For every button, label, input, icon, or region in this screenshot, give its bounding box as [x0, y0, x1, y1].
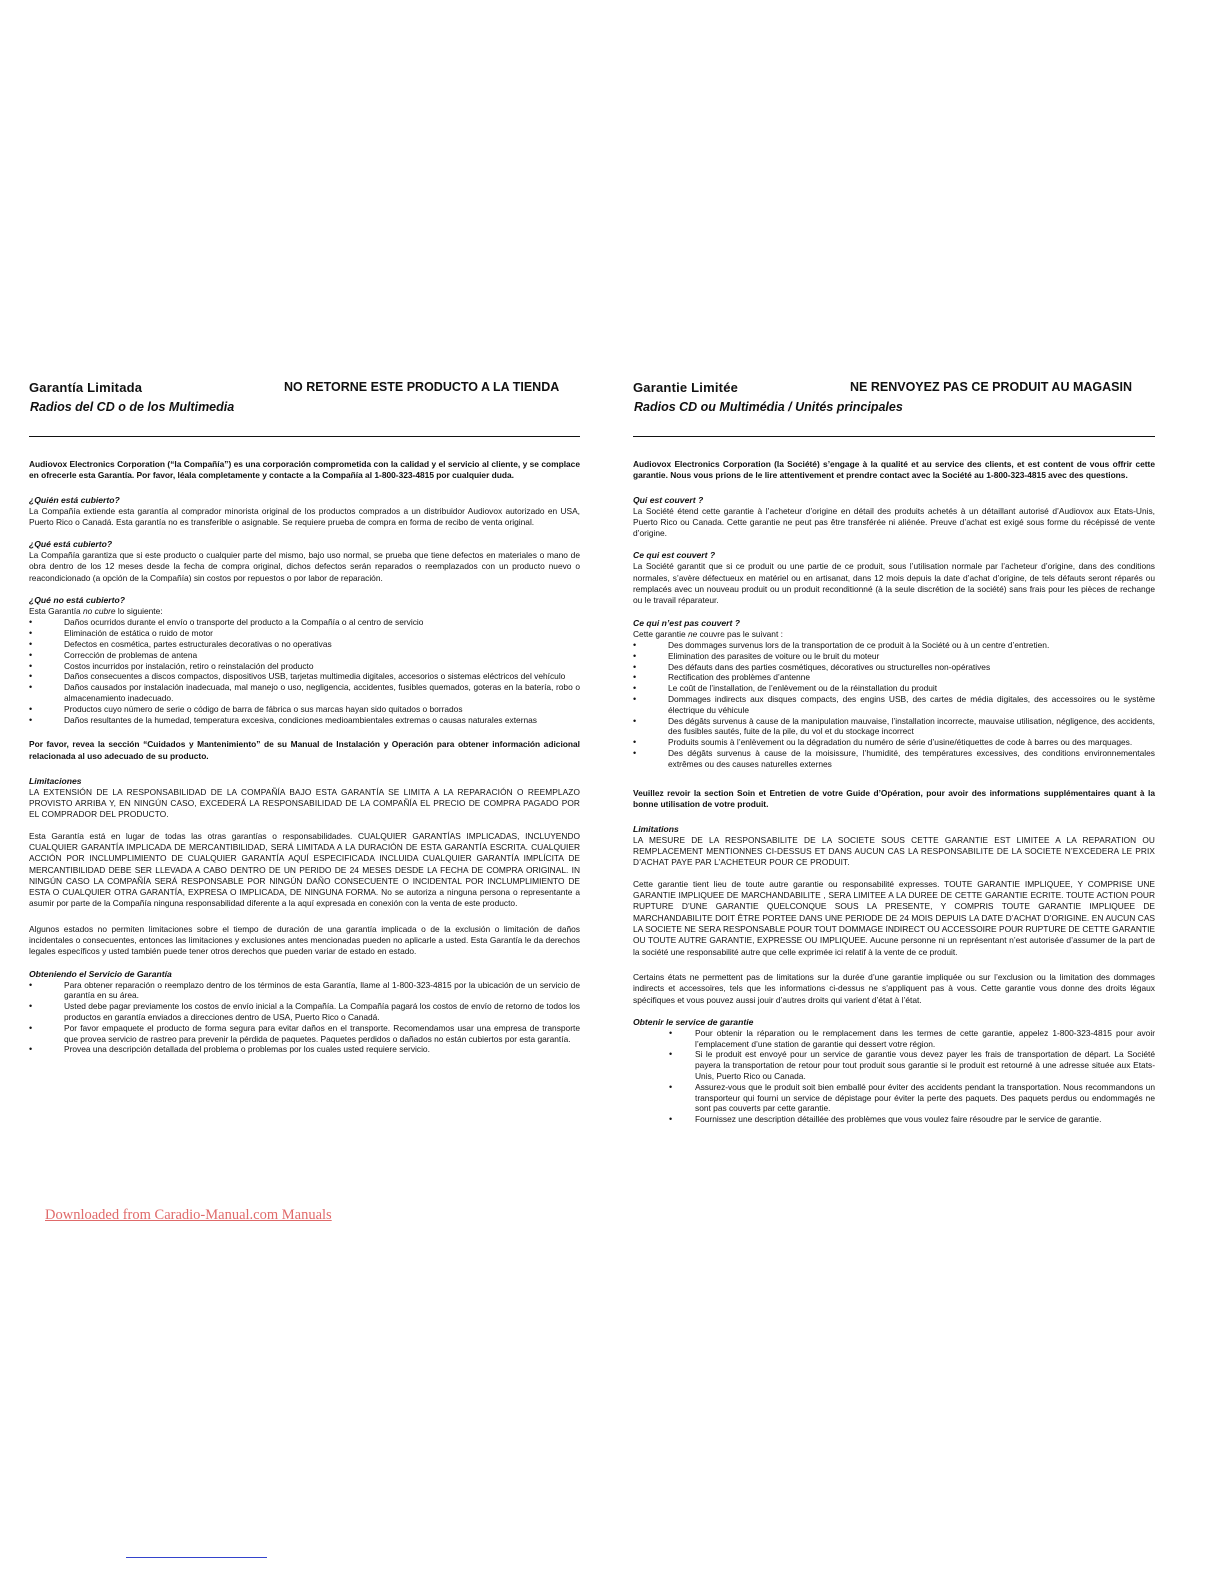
- section-heading: Obtenir le service de garantie: [633, 1016, 754, 1027]
- section-not-covered: [29, 595, 580, 725]
- list-item: • Para obtener reparación o reemplazo dentro de los términos de esta Garantía, llame al 1-800-323-4815 por la ubicación de un servicio de garantía en su área.: [29, 980, 580, 1002]
- list-item: • Corrección de problemas de antena: [29, 650, 580, 661]
- list-item: • Produits soumis à l’enlèvement ou la dégradation du numéro de série d’usine/étiquettes de code à barres ou des marquages.: [633, 737, 1155, 748]
- not-covered-list: [633, 640, 1155, 770]
- care-note: Por favor, revea la sección “Cuidados y Mantenimiento” de su Manual de Instalación y Operación para obtener información adicional relacionada al uso adecuado de su producto.: [29, 739, 580, 761]
- list-item: • Si le produit est envoyé pour un service de garantie vous devez payer les frais de transportation de départ. La Société payera la transportation de retour pour tout produit sous garantie si le produit est retourné à une adresse située aux Etats-Unis, Puerto Rico ou Canada.: [633, 1049, 1155, 1081]
- section-heading: ¿Qué no está cubierto?: [29, 595, 125, 606]
- header-divider: [29, 436, 580, 437]
- section-who-covered: [29, 495, 580, 529]
- section-heading: ¿Qué está cubierto?: [29, 539, 113, 550]
- service-list: [633, 1028, 1155, 1125]
- list-item: • Defectos en cosmética, partes estructurales decorativas o no operativas: [29, 639, 580, 650]
- list-item: • Eliminación de estática o ruido de motor: [29, 628, 580, 639]
- list-item: • Des dégâts survenus à cause de la manipulation mauvaise, l’installation incorrecte, mauvaise utilisation, négligence, des accidents, des fusibles sautés, fuite de la pile, du vol et du stockage incorrect: [633, 716, 1155, 738]
- lead-part: lo siguiente:: [115, 606, 163, 617]
- list-item: • Pour obtenir la réparation ou le remplacement dans les termes de cette garantie, appelez 1-800-323-4815 pour avoir l’emplacement d’une station de garantie qui dessert votre région.: [633, 1028, 1155, 1050]
- section-what-covered: [29, 539, 580, 584]
- list-item: • Daños causados por instalación inadecuada, mal manejo o uso, negligencia, accidentes, fusibles quemados, goteras en la batería, robo o almacenamiento inadecuado.: [29, 682, 580, 704]
- return-notice: NE RENVOYEZ PAS CE PRODUIT AU MAGASIN: [850, 380, 1132, 394]
- lead-part: couvre pas le suivant :: [697, 628, 783, 639]
- list-item: • Daños resultantes de la humedad, temperatura excesiva, condiciones medioambientales extremas o causas naturales externas: [29, 715, 580, 726]
- exclusive-warranty-block: [633, 879, 1155, 958]
- state-rights-text: Algunos estados no permiten limitaciones sobre el tiempo de duración de una garantía implicada o de la exclusión o limitación de daños incidentales o consecuentes, entonces las limitaciones y exclusiones antes mencionadas pueden no aplicarle a usted. Esta Garantía le da derechos legales específicos y usted también puede tener otros derechos que pueden variar de estado en estado.: [29, 923, 580, 957]
- lead-emphasis: ne: [687, 628, 698, 639]
- lead-part: Esta Garantía: [29, 606, 83, 617]
- section-lead: [29, 606, 580, 617]
- section-text: La Société garantit que si ce produit ou une partie de ce produit, sous l’utilisation normale par l’acheteur d’origine, dans des conditions normales, s’avère défectueux en matériel ou en artisanat, dans 12 mois depuis la date d’achat d’origine, de tels défauts seront réparés ou remplacés avec un nouveau produit ou un produit reconditionné (à la seule discrétion de la société) sans frais pour les pièces de rechange ou le travail réparateur.: [633, 561, 1155, 606]
- section-what-covered: [633, 550, 1155, 606]
- lead-emphasis: no cubre: [83, 606, 116, 617]
- section-obtaining-service: [633, 1017, 1155, 1125]
- list-item: • Daños ocurridos durante el envío o transporte del producto a la Compañía o al centro de servicio: [29, 617, 580, 628]
- list-item: • Le coût de l’installation, de l’enlèvement ou de la réinstallation du produit: [633, 683, 1155, 694]
- section-heading: Limitaciones: [29, 775, 82, 786]
- care-note: Veuillez revoir la section Soin et Entretien de votre Guide d’Opération, pour avoir des informations supplémentaires quant à la bonne utilisation de votre produit.: [633, 787, 1155, 809]
- section-text: LA MESURE DE LA RESPONSABILITE DE LA SOCIETE SOUS CETTE GARANTIE EST LIMITEE A LA REPARATION OU REMPLACEMENT MENTIONNES CI-DESSUS ET DANS AUCUN CAS LA RESPONSABILITE DE LA SOCIETE N’EXCEDERA LE PRIX D’ACHAT PAYE PAR L’ACHETEUR POUR CE PRODUIT.: [633, 835, 1155, 867]
- exclusive-text: Esta Garantía está en lugar de todas las otras garantías o responsabilidades. CUALQUIER GARANTÍAS IMPLICADAS, INCLUYENDO CUALQUIER GARANTÍA IMPLICADA DE MERCANTIBILIDAD, SERÁ LIMITADA A LA DURACIÓN DE ESTA GARANTÍA ESCRITA. CUALQUIER ACCIÓN POR INCLUMPLIMIENTO DE CUALQUIER GARANTÍA AQUÍ ESPECIFICADA INCLUIDA CUALQUIER GARANTÍA IMPLÍCITA DE MERCANTIBILIDAD DEBE SER LLEVADA A CABO DENTRO DE UN PERIDO DE 24 MESES DESDE LA FECHA DE COMPRA ORIGINAL. IN NINGÚN CASO LA COMPAÑÍA SERÁ RESPONSABLE POR NINGÚN DAÑO CONSECUENTE O INCIDENTAL POR INCLUMPLIMIENTO DE ESTA O CUALQUIER OTRA GARANTÍA, EXPRESA O IMPLICADA, DE NINGUNA FORMA. No se autoriza a ninguna persona o representante a asumir por parte de la Compañía ninguna responsabilidad diferente a la aquí expresada en conexión con la venta de este producto.: [29, 830, 580, 909]
- lead-part: Cette garantie: [633, 628, 688, 639]
- exclusive-text: Cette garantie tient lieu de toute autre garantie ou responsabilité expresses. TOUTE GARANTIE IMPLIQUEE, Y COMPRISE UNE GARANTIE IMPLIQUEE DE MARCHANDABILITE , SERA LIMITEE A LA DUREE DE CETTE GARANTIE ECRITE. TOUTE ACTION POUR RUPTURE D’UNE GARANTIE QUELCONQUE SOUS LA PRESENTE, Y COMPRIS TOUTE GARANTIE IMPLIQUEE DE MARCHANDABILITE DOIT ÊTRE PORTEE DANS UNE PERIODE DE 24 MOIS DEPUIS LA DATE D’ACHAT D’ORIGINE. EN AUCUN CAS LA SOCIETE NE SERA RESPONSABLE POUR TOUT DOMMAGE INDIRECT OU ACCESSOIRE POUR RUPTURE DE CETTE GARANTIE OU TOUTE AUTRE GARANTIE, EXPRESSE OU IMPLIQUEE. Aucune personne ni un représentant n’est autorisée d’assumer de la part de la société une responsabilité autre que celle exprimée ici relatif à la vente de ce produit.: [633, 878, 1155, 957]
- download-source-link[interactable]: Downloaded from Caradio-Manual.com Manuals: [45, 1207, 332, 1223]
- header-divider: [633, 436, 1155, 437]
- list-item: • Dommages indirects aux disques compacts, des engins USB, des cartes de média digitales, des accessoires ou le système électrique du véhicule: [633, 694, 1155, 716]
- state-rights-text: Certains états ne permettent pas de limitations sur la durée d’une garantie impliquée ou sur l’exclusion ou la limitation des dommages indirects et accessoires, tels que les informations ci-dessus ne s’appliquent pas à vous. Cette garantie vous donne des droits légaux spécifiques et vous pouvez aussi jouir d’autres droits qui varient d’état à l’état.: [633, 971, 1155, 1005]
- list-item: • Fournissez une description détaillée des problèmes que vous voulez faire résoudre par le service de garantie.: [633, 1114, 1155, 1125]
- care-note-block: [29, 739, 580, 762]
- warranty-column-french: [633, 380, 1155, 1136]
- section-limitations: [29, 776, 580, 820]
- care-note-block: [633, 788, 1155, 811]
- section-heading: Limitations: [633, 824, 679, 835]
- intro-paragraph: Audiovox Electronics Corporation (“la Compañía”) es una corporación comprometida con la calidad y el servicio al cliente, y se complace en ofrecerle esta Garantía. Por favor, léala completamente y contacte a la Compañía al 1-800-323-4815 por cualquier duda.: [29, 459, 580, 481]
- warranty-title: Garantía Limitada: [29, 380, 143, 395]
- list-item: • Assurez-vous que le produit soit bien emballé pour éviter des accidents pendant la transportation. Nous recommandons un transporteur qui fourni un service de dépistage pour éviter la perte des paquets. Des paquets perdus ou endommagés ne sont pas couverts par cette garantie.: [633, 1082, 1155, 1114]
- section-obtaining-service: [29, 969, 580, 1056]
- warranty-column-spanish: [29, 380, 580, 1066]
- section-who-covered: [633, 495, 1155, 540]
- section-text: La Compañía extiende esta garantía al comprador minorista original de los productos comprados a un distribuidor Audiovox autorizado en USA, Puerto Rico o Canadá. Esta garantía no es transferible o asignable. Se requiere prueba de compra en forma de recibo de venta original.: [29, 505, 580, 527]
- column-header: [633, 380, 1155, 416]
- section-heading: Qui est couvert ?: [633, 494, 704, 505]
- state-rights-block: [633, 972, 1155, 1006]
- list-item: • Usted debe pagar previamente los costos de envío inicial a la Compañía. La Compañía pagará los costos de envío de retorno de todos los productos en garantía enviados a direcciones dentro de USA, Puerto Rico o Canadá.: [29, 1001, 580, 1023]
- list-item: • Elimination des parasites de voiture ou le bruit du moteur: [633, 651, 1155, 662]
- section-not-covered: [633, 618, 1155, 770]
- section-heading: Ce qui n’est pas couvert ?: [633, 617, 740, 628]
- column-header: [29, 380, 580, 416]
- list-item: • Costos incurridos por instalación, retiro o reinstalación del producto: [29, 661, 580, 672]
- service-list: [29, 980, 580, 1056]
- intro-paragraph: Audiovox Electronics Corporation (la Société) s’engage à la qualité et au service des clients, et est content de vous offrir cette garantie. Nous vous prions de le lire attentivement et prendre contact avec la Société au 1-800-323-4815 avec des questions.: [633, 459, 1155, 481]
- state-rights-block: [29, 924, 580, 958]
- section-lead: [633, 629, 1155, 640]
- list-item: • Productos cuyo número de serie o código de barra de fábrica o sus marcas hayan sido quitados o borrados: [29, 704, 580, 715]
- not-covered-list: [29, 617, 580, 725]
- return-notice: NO RETORNE ESTE PRODUCTO A LA TIENDA: [284, 380, 560, 394]
- list-item: • Des dégâts survenus à cause de la moisissure, l’humidité, des températures excessives, des conditions environnementales extrêmes ou des causes naturelles externes: [633, 748, 1155, 770]
- footnote-rule: [126, 1557, 267, 1558]
- section-text: La Compañía garantiza que si este producto o cualquier parte del mismo, bajo uso normal, se prueba que tiene defectos en materiales o mano de obra dentro de los 12 meses desde la fecha de compra original, dichos defectos serán reparados o reemplazados con un producto nuevo o reacondicionado (a opción de la Compañía) sin costos por repuestos o por labor de reparación.: [29, 550, 580, 583]
- list-item: • Des dommages survenus lors de la transportation de ce produit à la Société ou à un centre d’entretien.: [633, 640, 1155, 651]
- section-limitations: [633, 824, 1155, 868]
- list-item: • Por favor empaquete el producto de forma segura para evitar daños en el transporte. Recomendamos usar una empresa de transporte que provea servicio de rastreo para prevenir la pérdida de paquetes. Paquetes perdidos o dañados no están cubiertos por esta garantía.: [29, 1023, 580, 1045]
- section-text: LA EXTENSIÓN DE LA RESPONSABILIDAD DE LA COMPAÑÍA BAJO ESTA GARANTÍA SE LIMITA A LA REPARACIÓN O REEMPLAZO PROVISTO ARRIBA Y, EN NINGÚN CASO, EXCEDERÁ LA RESPONSABILIDAD DE LA COMPAÑÍA EL PRECIO DE COMPRA PAGADO POR EL COMPRADOR DEL PRODUCTO.: [29, 786, 580, 819]
- warranty-subtitle: Radios del CD o de los Multimedia: [30, 400, 235, 414]
- warranty-title: Garantie Limitée: [633, 380, 739, 395]
- list-item: • Des défauts dans des parties cosmétiques, décoratives ou structurelles non-opératives: [633, 662, 1155, 673]
- section-text: La Société étend cette garantie à l’acheteur d’origine en détail des produits achetés à un détaillant autorisé d’Audiovox aux Etats-Unis, Puerto Rico ou Canada. Cette garantie ne peut pas être transférée ni aliénée. Preuve d’achat est exigé sous forme du récépissé de vente d’origine.: [633, 505, 1155, 539]
- exclusive-warranty-block: [29, 831, 580, 910]
- list-item: • Rectification des problèmes d’antenne: [633, 672, 1155, 683]
- section-heading: Ce qui est couvert ?: [633, 550, 716, 561]
- list-item: • Daños consecuentes a discos compactos, dispositivos USB, tarjetas multimedia digitales, accesorios o sistemas eléctricos del vehículo: [29, 671, 580, 682]
- warranty-subtitle: Radios CD ou Multimédia / Unités principales: [634, 400, 903, 414]
- section-heading: ¿Quién está cubierto?: [29, 494, 120, 505]
- section-heading: Obteniendo el Servicio de Garantía: [29, 968, 172, 979]
- list-item: • Provea una descripción detallada del problema o problemas por los cuales usted requiere servicio.: [29, 1044, 580, 1055]
